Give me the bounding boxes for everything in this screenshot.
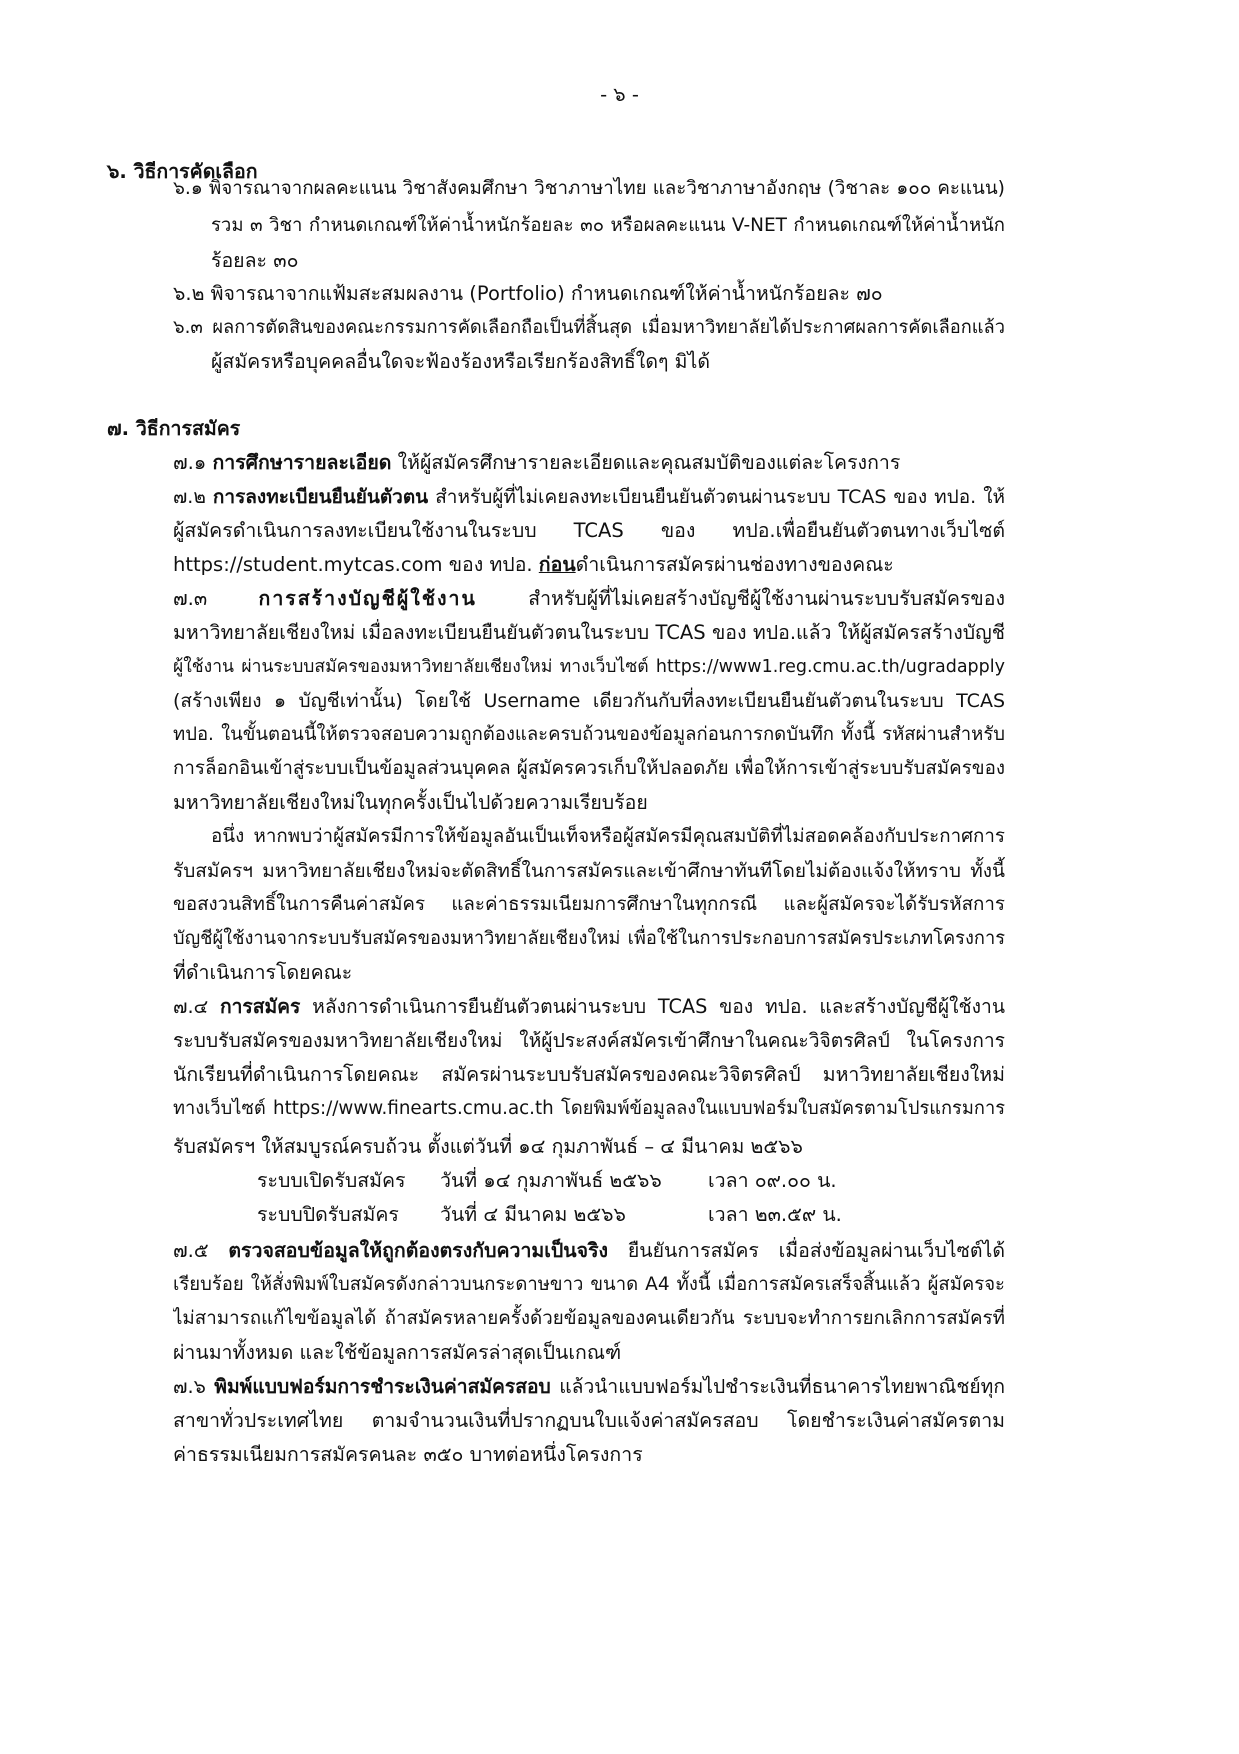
s7-3-line-6: การล็อกอินเข้าสู่ระบบเป็นข้อมูลส่วนบุคคล ผู้สมัครควรเก็บให้ปลอดภัย เพื่อให้การเข้าสู่ระบบรับสมัครของ: [173, 758, 1005, 779]
s7-3-title: การสร้างบัญชีผู้ใช้งาน: [258, 587, 477, 610]
s7-3-line-5: ทปอ. ในขั้นตอนนี้ให้ตรวจสอบความถูกต้องและครบถ้วนของข้อมูลก่อนการกดบันทึก ทั้งนี้ รหัสผ่านสำหรับ: [173, 724, 1005, 745]
s7-5-line-2: เรียบร้อย ให้สั่งพิมพ์ใบสมัครดังกล่าวบนกระดาษขาว ขนาด A4 ทั้งนี้ เมื่อการสมัครเสร็จสิ้นแล้ว ผู้สมัครจะ: [173, 1274, 1005, 1295]
s7-2-title: การลงทะเบียนยืนยันตัวตน: [212, 486, 429, 508]
s7-4-line-4: ทางเว็บไซต์ https://www.finearts.cmu.ac.th โดยพิมพ์ข้อมูลลงในแบบฟอร์มใบสมัครตามโปรแกรมการ: [173, 1098, 1005, 1119]
s7-para-3: [173, 580, 1005, 618]
note-line-2: รับสมัครฯ มหาวิทยาลัยเชียงใหม่จะตัดสิทธิ์ในการสมัครและเข้าศึกษาทันทีโดยไม่ต้องแจ้งให้ทราบ ทั้งนี้: [173, 860, 1005, 882]
s7-3-line-7: มหาวิทยาลัยเชียงใหม่ในทุกครั้งเป็นไปด้วยความเรียบร้อย: [173, 791, 648, 814]
s7-4-number: ๗.๔: [173, 995, 220, 1018]
s7-para-5: [173, 1232, 1005, 1270]
s7-1-number: ๗.๑: [173, 451, 213, 474]
open-date: วันที่ ๑๔ กุมภาพันธ์ ๒๕๖๖: [440, 1169, 662, 1192]
s7-6-title: พิมพ์แบบฟอร์มการชำระเงินค่าสมัครสอบ: [214, 1375, 551, 1398]
s7-5-line-3: ไม่สามารถแก้ไขข้อมูลได้ ถ้าสมัครหลายครั้งด้วยข้อมูลของคนเดียวกัน ระบบจะทำการยกเลิกการสมัครที่: [173, 1308, 1005, 1329]
s7-4-line-2: ระบบรับสมัครของมหาวิทยาลัยเชียงใหม่ ให้ผู้ประสงค์สมัครเข้าศึกษาในคณะวิจิตรศิลป์ ในโครงการ: [173, 1029, 1005, 1052]
s7-4-line-5: รับสมัครฯ ให้สมบูรณ์ครบถ้วน ตั้งแต่วันที่ ๑๔ กุมภาพันธ์ – ๔ มีนาคม ๒๕๖๖: [173, 1135, 803, 1158]
s7-para-2: [173, 478, 1005, 516]
s7-5-title: ตรวจสอบข้อมูลให้ถูกต้องตรงกับความเป็นจริง: [228, 1239, 609, 1262]
open-time: เวลา ๐๙.๐๐ น.: [708, 1169, 837, 1192]
s7-6-number: ๗.๖: [173, 1375, 215, 1398]
s7-2-before-emphasis: ก่อน: [538, 553, 576, 576]
s7-3-text: สำหรับผู้ที่ไม่เคยสร้างบัญชีผู้ใช้งานผ่านระบบรับสมัครของ: [476, 587, 1005, 610]
close-date: วันที่ ๔ มีนาคม ๒๕๖๖: [440, 1203, 626, 1226]
s7-5-number: ๗.๕: [173, 1239, 229, 1262]
page-number: - ๖ -: [600, 83, 639, 106]
close-time: เวลา ๒๓.๕๙ น.: [708, 1203, 842, 1226]
note-line-5: ที่ดำเนินการโดยคณะ: [173, 961, 353, 984]
s6-line-1: ๖.๑ พิจารณาจากผลคะแนน วิชาสังคมศึกษา วิชาภาษาไทย และวิชาภาษาอังกฤษ (วิชาละ ๑๐๐ คะแนน): [173, 178, 1005, 199]
s7-2-line-3: [173, 546, 894, 584]
note-line-3: ขอสงวนสิทธิ์ในการคืนค่าสมัคร และค่าธรรมเนียมการศึกษาในทุกกรณี และผู้สมัครจะได้รับรหัสการ: [173, 894, 1005, 915]
s7-2-number: ๗.๒: [173, 486, 213, 508]
s7-4-line-3: นักเรียนที่ดำเนินการโดยคณะ สมัครผ่านระบบรับสมัครของคณะวิจิตรศิลป์ มหาวิทยาลัยเชียงใหม่: [173, 1063, 1005, 1086]
s6-line-2: รวม ๓ วิชา กำหนดเกณฑ์ให้ค่าน้ำหนักร้อยละ ๓๐ หรือผลคะแนน V-NET กำหนดเกณฑ์ให้ค่าน้ำหนัก: [211, 215, 1005, 236]
s7-4-text: หลังการดำเนินการยืนยันตัวตนผ่านระบบ TCAS ของ ทปอ. และสร้างบัญชีผู้ใช้งาน: [312, 995, 1005, 1018]
s7-para-6: [173, 1368, 1005, 1406]
open-label: ระบบเปิดรับสมัคร: [257, 1169, 406, 1192]
s7-3-number: ๗.๓: [173, 587, 259, 610]
s7-6-line-2: สาขาทั่วประเทศไทย ตามจำนวนเงินที่ปรากฏบนใบแจ้งค่าสมัครสอบ โดยชำระเงินค่าสมัครตาม: [173, 1409, 1005, 1432]
s7-3-line-2: มหาวิทยาลัยเชียงใหม่ เมื่อลงทะเบียนยืนยันตัวตนในระบบ TCAS ของ ทปอ.แล้ว ให้ผู้สมัครสร้างบัญชี: [173, 621, 1005, 644]
s6-line-5: ๖.๓ ผลการตัดสินของคณะกรรมการคัดเลือกถือเป็นที่สิ้นสุด เมื่อมหาวิทยาลัยได้ประกาศผลการคัดเลือกแล้ว: [173, 317, 1005, 338]
note-line-4: บัญชีผู้ใช้งานจากระบบรับสมัครของมหาวิทยาลัยเชียงใหม่ เพื่อใช้ในการประกอบการสมัครประเภทโครงการ: [173, 928, 1005, 949]
s7-6-line-3: ค่าธรรมเนียมการสมัครคนละ ๓๕๐ บาทต่อหนึ่งโครงการ: [173, 1443, 643, 1466]
s7-5-text: ยืนยันการสมัคร เมื่อส่งข้อมูลผ่านเว็บไซต์ได้: [608, 1239, 1005, 1262]
s7-2-url-text: https://student.mytcas.com ของ ทปอ.: [173, 553, 539, 576]
s7-3-line-4: (สร้างเพียง ๑ บัญชีเท่านั้น) โดยใช้ Username เดียวกันกับที่ลงทะเบียนยืนยันตัวตนในระบบ TCAS: [173, 690, 1005, 712]
s7-para-4: [173, 988, 1005, 1026]
s7-para-1: [173, 444, 900, 482]
s7-2-line-2: ผู้สมัครดำเนินการลงทะเบียนใช้งานในระบบ TCAS ของ ทปอ.เพื่อยืนยันตัวตนทางเว็บไซต์: [173, 519, 1005, 542]
s6-line-3: ร้อยละ ๓๐: [211, 249, 299, 272]
s6-line-4: ๖.๒ พิจารณาจากแฟ้มสะสมผลงาน (Portfolio) กำหนดเกณฑ์ให้ค่าน้ำหนักร้อยละ ๗๐: [173, 282, 883, 305]
s7-4-title: การสมัคร: [219, 995, 301, 1018]
s6-line-6: ผู้สมัครหรือบุคคลอื่นใดจะฟ้องร้องหรือเรียกร้องสิทธิ์ใดๆ มิได้: [211, 350, 710, 373]
s7-3-line-3: ผู้ใช้งาน ผ่านระบบสมัครของมหาวิทยาลัยเชียงใหม่ ทางเว็บไซต์ https://www1.reg.cmu.ac.th/ugradapply: [173, 657, 1005, 677]
note-line-1: อนึ่ง หากพบว่าผู้สมัครมีการให้ข้อมูลอันเป็นเท็จหรือผู้สมัครมีคุณสมบัติที่ไม่สอดคล้องกับประกาศการ: [211, 826, 1005, 847]
s7-2-line-3-rest: ดำเนินการสมัครผ่านช่องทางของคณะ: [575, 553, 894, 576]
s7-5-line-4: ผ่านมาทั้งหมด และใช้ข้อมูลการสมัครล่าสุดเป็นเกณฑ์: [173, 1341, 622, 1364]
s7-1-text: ให้ผู้สมัครศึกษารายละเอียดและคุณสมบัติของแต่ละโครงการ: [391, 451, 901, 474]
section-7-heading: ๗. วิธีการสมัคร: [107, 417, 241, 440]
s7-6-text: แล้วนำแบบฟอร์มไปชำระเงินที่ธนาคารไทยพาณิชย์ทุก: [550, 1375, 1005, 1398]
section-6-heading: ๖. วิธีการคัดเลือก: [107, 160, 258, 183]
s7-2-text: สำหรับผู้ที่ไม่เคยลงทะเบียนยืนยันตัวตนผ่านระบบ TCAS ของ ทปอ. ให้: [428, 486, 1005, 508]
s7-1-title: การศึกษารายละเอียด: [212, 451, 392, 474]
close-label: ระบบปิดรับสมัคร: [257, 1203, 399, 1226]
